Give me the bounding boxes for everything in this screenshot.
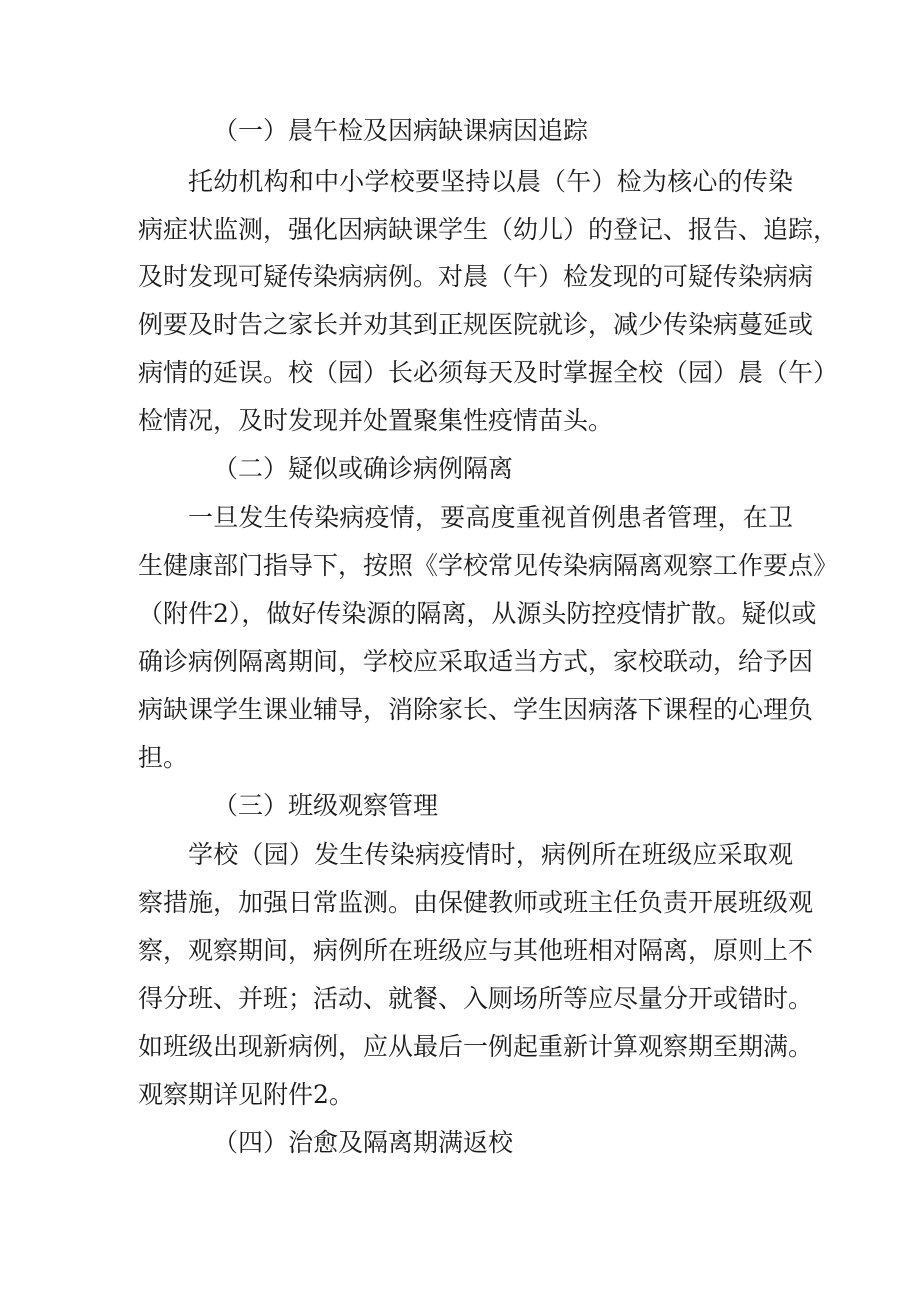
paragraph-line: 学校（园）发生传染病疫情时，病例所在班级应采取观: [188, 840, 793, 869]
section-heading-2: （二）疑似或确诊病例隔离: [213, 454, 514, 483]
paragraph-line: 一旦发生传染病疫情，要高度重视首例患者管理，在卫: [188, 503, 793, 532]
paragraph-line: （附件2），做好传染源的隔离，从源头防控疫情扩散。疑似或: [138, 599, 817, 628]
paragraph-line: 托幼机构和中小学校要坚持以晨（午）检为核心的传染: [188, 167, 793, 196]
paragraph-line: 检情况，及时发现并处置聚集性疫情苗头。: [138, 406, 614, 435]
paragraph-line: 及时发现可疑传染病病例。对晨（午）检发现的可疑传染病病: [138, 262, 814, 291]
paragraph-line: 得分班、并班；活动、就餐、入厕场所等应尽量分开或错时。: [138, 984, 814, 1013]
paragraph-line: 例要及时告之家长并劝其到正规医院就诊，减少传染病蔓延或: [138, 310, 814, 339]
section-heading-3: （三）班级观察管理: [213, 791, 439, 820]
paragraph-line: 察措施，加强日常监测。由保健教师或班主任负责开展班级观: [138, 888, 814, 917]
paragraph-line: 生健康部门指导下，按照《学校常见传染病隔离观察工作要点》: [138, 551, 839, 580]
paragraph-line: 如班级出现新病例，应从最后一例起重新计算观察期至期满。: [138, 1032, 814, 1061]
paragraph-line: 病症状监测，强化因病缺课学生（幼儿）的登记、报告、追踪，: [138, 215, 839, 244]
paragraph-line: 担。: [138, 743, 189, 772]
paragraph-line: 病情的延误。校（园）长必须每天及时掌握全校（园）晨（午）: [138, 358, 839, 387]
paragraph-line: 观察期详见附件2。: [138, 1080, 354, 1109]
paragraph-line: 确诊病例隔离期间，学校应采取适当方式，家校联动，给予因: [138, 647, 814, 676]
paragraph-line: 病缺课学生课业辅导，消除家长、学生因病落下课程的心理负: [138, 695, 814, 724]
paragraph-line: 察，观察期间，病例所在班级应与其他班相对隔离，原则上不: [138, 936, 814, 965]
section-heading-4: （四）治愈及隔离期满返校: [213, 1128, 514, 1157]
section-heading-1: （一）晨午检及因病缺课病因追踪: [213, 116, 589, 145]
